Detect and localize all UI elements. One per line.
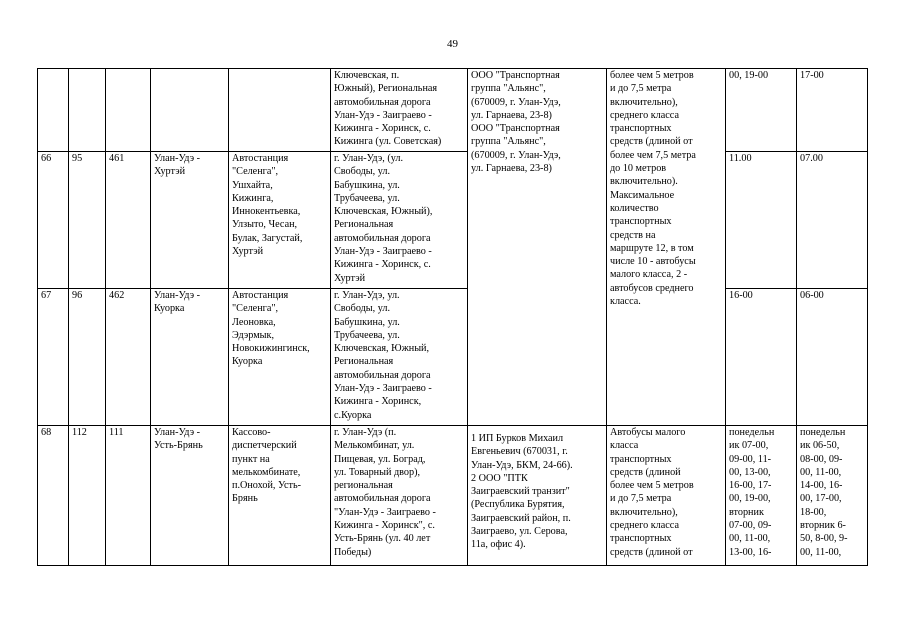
route-number-cell: 111 [106,426,151,566]
return-time-cell: 17-00 [797,69,868,152]
carrier-cell: ООО "Транспортная группа "Альянс", (670009, г. Улан-Удэ, ул. Гарнаева, 23-8) ООО "Транспортная группа "Альянс", (670009, г. Улан-Удэ, ул. Гарнаева, 23-8) [468,69,607,426]
row-number-cell: 66 [38,152,69,289]
stops-cell [229,69,331,152]
registry-number-cell: 112 [69,426,106,566]
row-number-cell [38,69,69,152]
row-number-cell: 68 [38,426,69,566]
forward-time-cell: 16-00 [726,289,797,426]
registry-number-cell [69,69,106,152]
return-time-cell: понедельн ик 06-50, 08-00, 09- 00, 11-00, 14-00, 16- 00, 17-00, 18-00, вторник 6- 50, 8-00, 9- 00, 11-00, [797,426,868,566]
registry-number-cell: 95 [69,152,106,289]
forward-time-cell: понедельн ик 07-00, 09-00, 11- 00, 13-00, 16-00, 17- 00, 19-00, вторник 07-00, 09- 00, 11-00, 13-00, 16- [726,426,797,566]
table-row [38,289,868,426]
route-name-cell: Улан-Удэ - Куорка [151,289,229,426]
carrier-cell: 1 ИП Бурков Михаил Евгеньевич (670031, г. Улан-Удэ, БКМ, 24-66). 2 ООО "ПТК Заиграевский транзит" (Республика Бурятия, Заиграевский район, п. Заиграево, ул. Серова, 11а, офис 4). [468,426,607,566]
path-cell: г. Улан-Удэ, ул. Свободы, ул. Бабушкина, ул. Трубачеева, ул. Ключевская, Южный, Региональная автомобильная дорога Улан-Удэ - Заиграево - Кижинга - Хоринск, с.Куорка [331,289,468,426]
table-row [38,152,868,289]
vehicles-cell: Автобусы малого класса транспортных средств (длиной более чем 5 метров и до 7,5 метра включительно), среднего класса транспортных средств (длиной от [607,426,726,566]
stops-cell: Автостанция "Селенга", Леоновка, Эдэрмык, Новокижингинск, Куорка [229,289,331,426]
vehicles-cell: более чем 5 метров и до 7,5 метра включительно), среднего класса транспортных средств (длиной от более чем 7,5 метра до 10 метров включительно). Максимальное количество транспортных средств на маршруте 12, в том числе 10 - автобусы малого класса, 2 - автобусов среднего класса. [607,69,726,426]
route-name-cell: Улан-Удэ - Хуртэй [151,152,229,289]
registry-number-cell: 96 [69,289,106,426]
forward-time-cell: 00, 19-00 [726,69,797,152]
routes-table [37,68,868,566]
table-row [38,69,868,152]
stops-cell: Автостанция "Селенга", Ушхайта, Кижинга, Иннокентьевка, Улзыто, Чесан, Булак, Загустай, Хуртэй [229,152,331,289]
return-time-cell: 07.00 [797,152,868,289]
route-number-cell: 461 [106,152,151,289]
route-number-cell: 462 [106,289,151,426]
stops-cell: Кассово- диспетчерский пункт на мелькомбинате, п.Онохой, Усть- Брянь [229,426,331,566]
route-name-cell: Улан-Удэ - Усть-Брянь [151,426,229,566]
path-cell: г. Улан-Удэ (п. Мелькомбинат, ул. Пищевая, ул. Боград, ул. Товарный двор), региональная автомобильная дорога "Улан-Удэ - Заиграево - Кижинга - Хоринск", с. Усть-Брянь (ул. 40 лет Победы) [331,426,468,566]
path-cell: Ключевская, п. Южный), Региональная автомобильная дорога Улан-Удэ - Заиграево - Кижинга - Хоринск, с. Кижинга (ул. Советская) [331,69,468,152]
route-name-cell [151,69,229,152]
path-cell: г. Улан-Удэ, (ул. Свободы, ул. Бабушкина, ул. Трубачеева, ул. Ключевская, Южный), Региональная автомобильная дорога Улан-Удэ - Заиграево - Кижинга - Хоринск, с. Хуртэй [331,152,468,289]
route-number-cell [106,69,151,152]
table-row [38,426,868,566]
forward-time-cell: 11.00 [726,152,797,289]
return-time-cell: 06-00 [797,289,868,426]
page-number: 49 [447,38,458,50]
row-number-cell: 67 [38,289,69,426]
